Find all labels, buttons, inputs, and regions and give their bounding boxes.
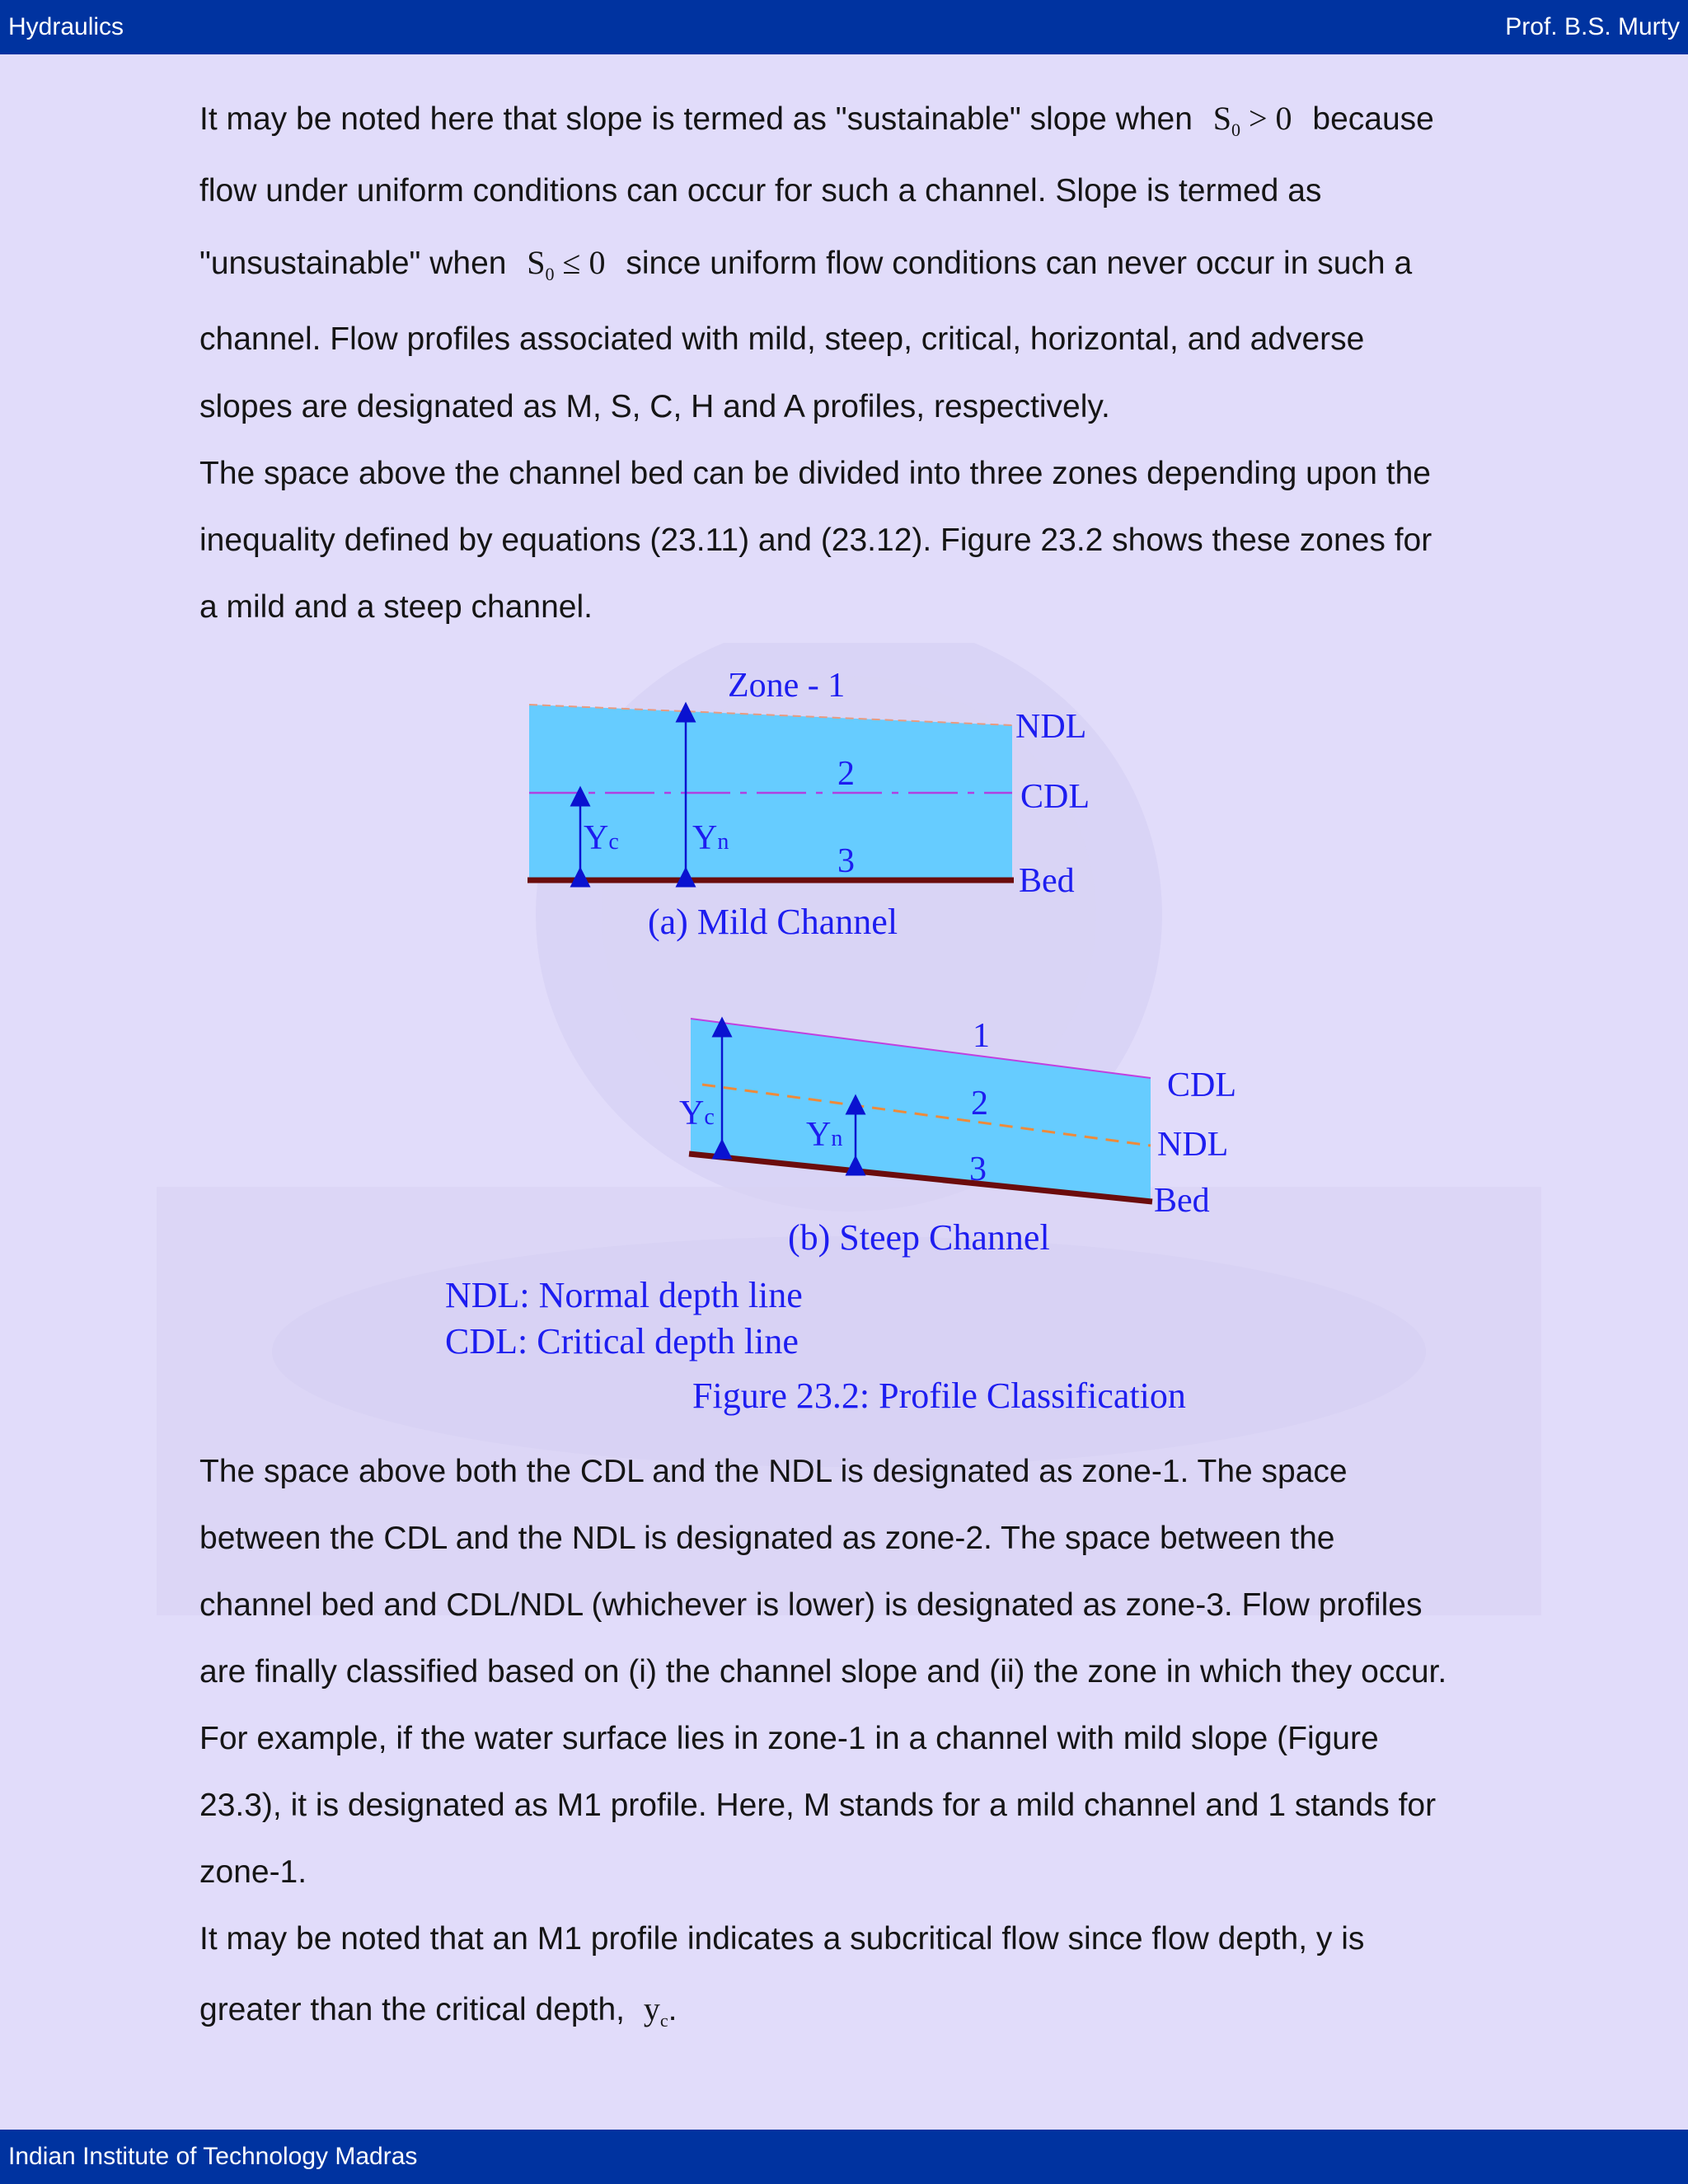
- para1-line1-text: It may be noted here that slope is termed as "sustainable" slope when: [199, 101, 1193, 137]
- math-s0-positive: $S_0 > 0$: [1212, 100, 1292, 140]
- mild-yc-label: Yc: [584, 819, 619, 857]
- para3-line7: zone-1.: [199, 1854, 307, 1890]
- para3-line6: 23.3), it is designated as M1 profile. Here, M stands for a mild channel and 1 stands for: [199, 1788, 1437, 1823]
- mild-cdl-label: CDL: [1020, 778, 1090, 816]
- para3-line3: channel bed and CDL/NDL (whichever is lower) is designated as zone-3. Flow profiles: [199, 1587, 1423, 1623]
- header-title: Hydraulics: [8, 13, 124, 40]
- para3-line4: are finally classified based on (i) the channel slope and (ii) the zone in which they occur.: [199, 1654, 1447, 1690]
- mild-zone2-label: 2: [837, 755, 855, 793]
- steep-channel-diagram: [679, 1017, 1236, 1258]
- steep-caption: (b) Steep Channel: [788, 1217, 1050, 1258]
- steep-zone1-label: 1: [973, 1017, 990, 1055]
- mild-caption: (a) Mild Channel: [648, 902, 898, 942]
- para3-line2: between the CDL and the NDL is designated as zone-2. The space between the: [199, 1521, 1335, 1556]
- mild-ndl-label: NDL: [1015, 708, 1087, 746]
- page-footer: [0, 2130, 1688, 2184]
- mild-channel-diagram: [528, 667, 1090, 942]
- legend-cdl: CDL: Critical depth line: [445, 1321, 799, 1361]
- para2-line3: a mild and a steep channel.: [199, 589, 593, 625]
- mild-zone3-label: 3: [837, 842, 855, 880]
- para4-line2-end: .: [668, 1992, 678, 2027]
- para1-line2: flow under uniform conditions can occur for such a channel. Slope is termed as: [199, 173, 1322, 209]
- steep-bed-label: Bed: [1154, 1182, 1210, 1220]
- header-author: Prof. B.S. Murty: [1505, 13, 1680, 40]
- steep-zone2-label: 2: [971, 1085, 988, 1122]
- math-s0-nonpositive: $S_0 \le 0$: [527, 244, 606, 284]
- para3-line5: For example, if the water surface lies in zone-1 in a channel with mild slope (Figure: [199, 1721, 1379, 1756]
- mild-yn-label: Yn: [692, 819, 729, 857]
- steep-zone3-label: 3: [969, 1151, 987, 1188]
- para1-line3-text: "unsustainable" when: [199, 246, 507, 281]
- para1-line3-end: since uniform flow conditions can never occur in such a: [626, 246, 1413, 281]
- para1-line1-end: because: [1312, 101, 1434, 137]
- math-yc: $y_c$: [643, 1990, 668, 2031]
- para2-line2: inequality defined by equations (23.11) and (23.12). Figure 23.2 shows these zones for: [199, 523, 1432, 558]
- mild-zone1-label: Zone - 1: [728, 667, 846, 705]
- para1-line4: channel. Flow profiles associated with mild, steep, critical, horizontal, and adverse: [199, 321, 1365, 357]
- mild-bed-label: Bed: [1019, 862, 1075, 900]
- legend-ndl: NDL: Normal depth line: [445, 1275, 803, 1315]
- footer-institution: Indian Institute of Technology Madras: [8, 2143, 418, 2170]
- para4-line1: It may be noted that an M1 profile indicates a subcritical flow since flow depth, y is: [199, 1921, 1365, 1957]
- para1-line5: slopes are designated as M, S, C, H and A profiles, respectively.: [199, 389, 1110, 424]
- para4-line2-text: greater than the critical depth,: [199, 1992, 625, 2027]
- steep-water-body: [691, 1019, 1151, 1202]
- para2-line1: The space above the channel bed can be divided into three zones depending upon the: [199, 456, 1431, 491]
- para3-line1: The space above both the CDL and the NDL is designated as zone-1. The space: [199, 1454, 1348, 1489]
- steep-yn-label: Yn: [806, 1116, 843, 1154]
- steep-yc-label: Yc: [679, 1094, 715, 1132]
- steep-ndl-label: NDL: [1157, 1126, 1229, 1164]
- figure-caption: Figure 23.2: Profile Classification: [692, 1376, 1186, 1416]
- steep-cdl-label: CDL: [1167, 1066, 1236, 1104]
